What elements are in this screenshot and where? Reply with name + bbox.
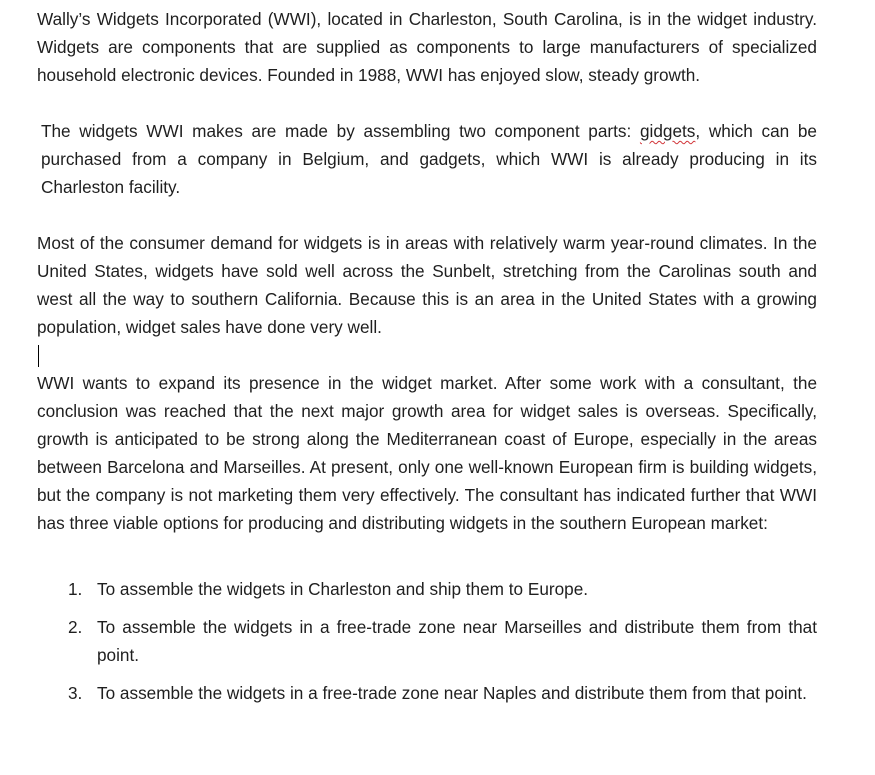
components-text-after: , which can be purchased from a company in Belgium, and gadgets, which WWI is already producing in its Charleston facility. bbox=[41, 121, 817, 197]
list-item-text: To assemble the widgets in a free-trade zone near Marseilles and distribute them from that point. bbox=[97, 617, 817, 665]
document-body[interactable] bbox=[37, 5, 817, 717]
components-text-before: The widgets WWI makes are made by assembling two component parts: bbox=[41, 121, 640, 141]
empty-line[interactable] bbox=[37, 341, 817, 369]
list-item-number: 1. bbox=[68, 579, 83, 599]
spellcheck-flagged-word[interactable]: gidgets bbox=[639, 121, 696, 141]
paragraph-expansion: WWI wants to expand its presence in the widget market. After some work with a consultant, the conclusion was reached that the next major growth area for widget sales is overseas. Specifically, growth is anticipated to be strong along the Mediterranean coast of Europe, especially in the areas between Barcelona and Marseilles. At present, only one well-known European firm is building widgets, but the company is not marketing them very effectively. The consultant has indicated further that WWI has three viable options for producing and distributing widgets in the southern European market: bbox=[37, 373, 817, 533]
text-cursor bbox=[38, 345, 39, 367]
list-item-number: 3. bbox=[68, 683, 83, 703]
paragraph-components bbox=[37, 117, 817, 201]
options-list bbox=[37, 575, 817, 707]
paragraph-company-intro: Wally’s Widgets Incorporated (WWI), located in Charleston, South Carolina, is in the widget industry. Widgets are components that are supplied as components to large manufacturers of specialized household electronic devices. Founded in 1988, WWI has enjoyed slow, steady growth. bbox=[37, 9, 817, 85]
list-item-text: To assemble the widgets in Charleston and ship them to Europe. bbox=[97, 579, 589, 599]
paragraph-consumer-demand: Most of the consumer demand for widgets is in areas with relatively warm year-round climates. In the United States, widgets have sold well across the Sunbelt, stretching from the Carolinas south and west all the way to southern California. Because this is an area in the United States with a growing population, widget sales have done very well. bbox=[37, 233, 817, 337]
list-item-number: 2. bbox=[68, 617, 83, 637]
list-item bbox=[37, 679, 817, 707]
list-item-text: To assemble the widgets in a free-trade zone near Naples and distribute them from that point. bbox=[97, 683, 807, 703]
list-item bbox=[37, 575, 817, 603]
list-item bbox=[37, 613, 817, 669]
